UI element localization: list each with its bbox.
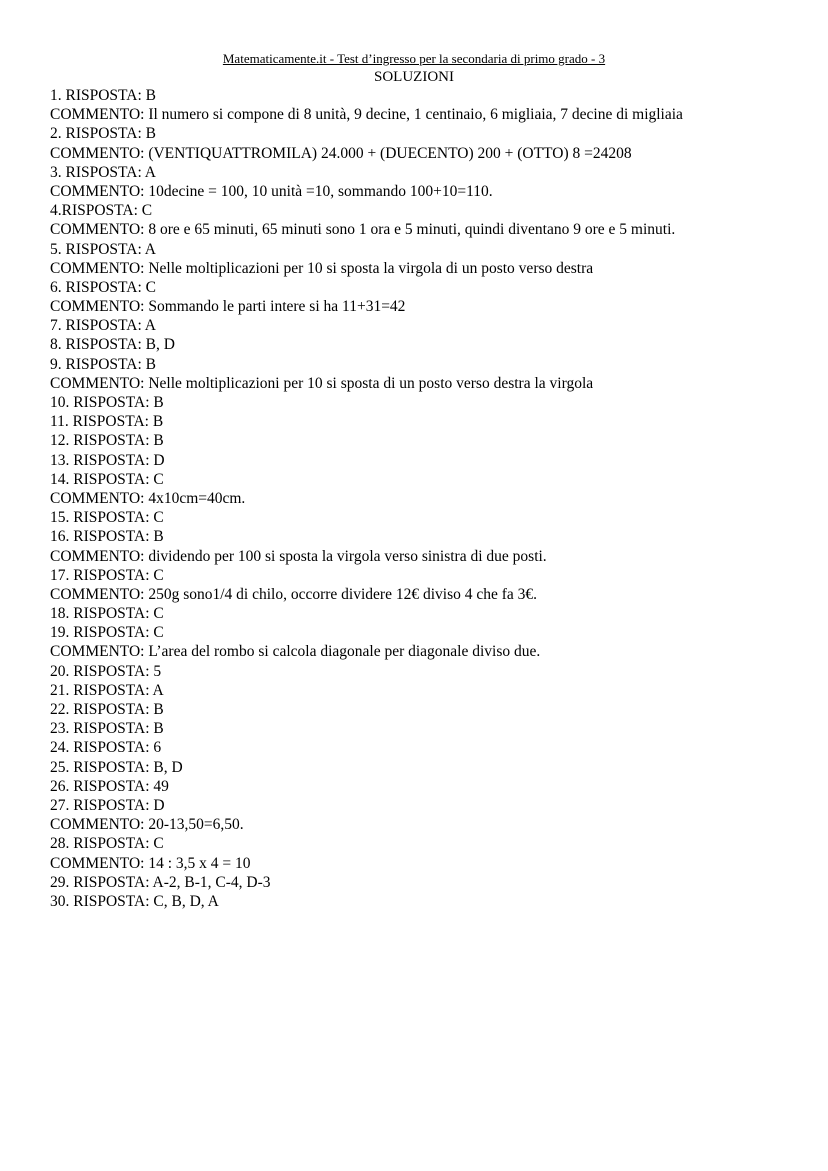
comment-line: COMMENTO: Il numero si compone di 8 unità, 9 decine, 1 centinaio, 6 migliaia, 7 decine di migliaia	[50, 106, 683, 124]
answer-line: 23. RISPOSTA: B	[50, 720, 164, 738]
answer-line: 17. RISPOSTA: C	[50, 566, 164, 584]
answer-line: 6. RISPOSTA: C	[50, 278, 156, 296]
answer-line: 15. RISPOSTA: C	[50, 509, 164, 527]
comment-line: COMMENTO: 4x10cm=40cm.	[50, 489, 246, 507]
answer-line: 5. RISPOSTA: A	[50, 240, 156, 258]
header-source: Matematicamente.it - Test d’ingresso per la secondaria di primo grado - 3	[222, 51, 606, 66]
answer-line: 25. RISPOSTA: B, D	[50, 758, 183, 776]
comment-line: COMMENTO: Nelle moltiplicazioni per 10 si sposta di un posto verso destra la virgola	[50, 374, 594, 392]
answer-line: 10. RISPOSTA: B	[50, 394, 164, 411]
answers-list	[50, 86, 820, 911]
comment-line: COMMENTO: Nelle moltiplicazioni per 10 si sposta la virgola di un posto verso destra	[50, 259, 594, 277]
answer-line: 20. RISPOSTA: 5	[50, 662, 162, 680]
answer-line: 2. RISPOSTA: B	[50, 125, 156, 143]
answer-line: 8. RISPOSTA: B, D	[50, 336, 175, 354]
answer-line: 28. RISPOSTA: C	[50, 835, 164, 853]
comment-line: COMMENTO: Sommando le parti intere si ha 11+31=42	[50, 298, 406, 316]
answer-line: 24. RISPOSTA: 6	[50, 739, 162, 757]
comment-line: COMMENTO: 10decine = 100, 10 unità =10, sommando 100+10=110.	[50, 182, 493, 200]
answer-line: 11. RISPOSTA: B	[50, 413, 164, 431]
answer-line: 18. RISPOSTA: C	[50, 605, 164, 623]
answer-line: 29. RISPOSTA: A-2, B-1, C-4, D-3	[50, 873, 271, 891]
answer-line: 13. RISPOSTA: D	[50, 451, 165, 469]
comment-line: COMMENTO: 8 ore e 65 minuti, 65 minuti sono 1 ora e 5 minuti, quindi diventano 9 ore e 5 minuti.	[50, 221, 676, 239]
answer-line: 21. RISPOSTA: A	[50, 681, 164, 699]
answer-line: 19. RISPOSTA: C	[50, 624, 164, 642]
comment-line: COMMENTO: dividendo per 100 si sposta la virgola verso sinistra di due posti.	[50, 547, 547, 565]
answer-line: 30. RISPOSTA: C, B, D, A	[50, 892, 219, 910]
answer-line: 3. RISPOSTA: A	[50, 163, 156, 181]
answer-line: 12. RISPOSTA: B	[50, 432, 164, 450]
comment-line: COMMENTO: 250g sono1/4 di chilo, occorre dividere 12€ diviso 4 che fa 3€.	[50, 585, 538, 603]
comment-line: COMMENTO: 14 : 3,5 x 4 = 10	[50, 854, 251, 872]
answer-line: 16. RISPOSTA: B	[50, 528, 164, 546]
answer-line: 9. RISPOSTA: B	[50, 355, 156, 373]
page-title: SOLUZIONI	[374, 69, 454, 85]
answer-line: 27. RISPOSTA: D	[50, 796, 165, 814]
comment-line: COMMENTO: (VENTIQUATTROMILA) 24.000 + (DUECENTO) 200 + (OTTO) 8 =24208	[50, 144, 632, 162]
answer-line: 4.RISPOSTA: C	[50, 202, 153, 220]
answer-line: 26. RISPOSTA: 49	[50, 777, 169, 795]
comment-line: COMMENTO: L’area del rombo si calcola diagonale per diagonale diviso due.	[50, 643, 541, 661]
answer-line: 1. RISPOSTA: B	[50, 87, 156, 104]
header	[0, 50, 828, 86]
comment-line: COMMENTO: 20-13,50=6,50.	[50, 816, 244, 834]
answer-line: 7. RISPOSTA: A	[50, 317, 156, 335]
answer-line: 22. RISPOSTA: B	[50, 701, 164, 718]
answer-line: 14. RISPOSTA: C	[50, 470, 164, 488]
